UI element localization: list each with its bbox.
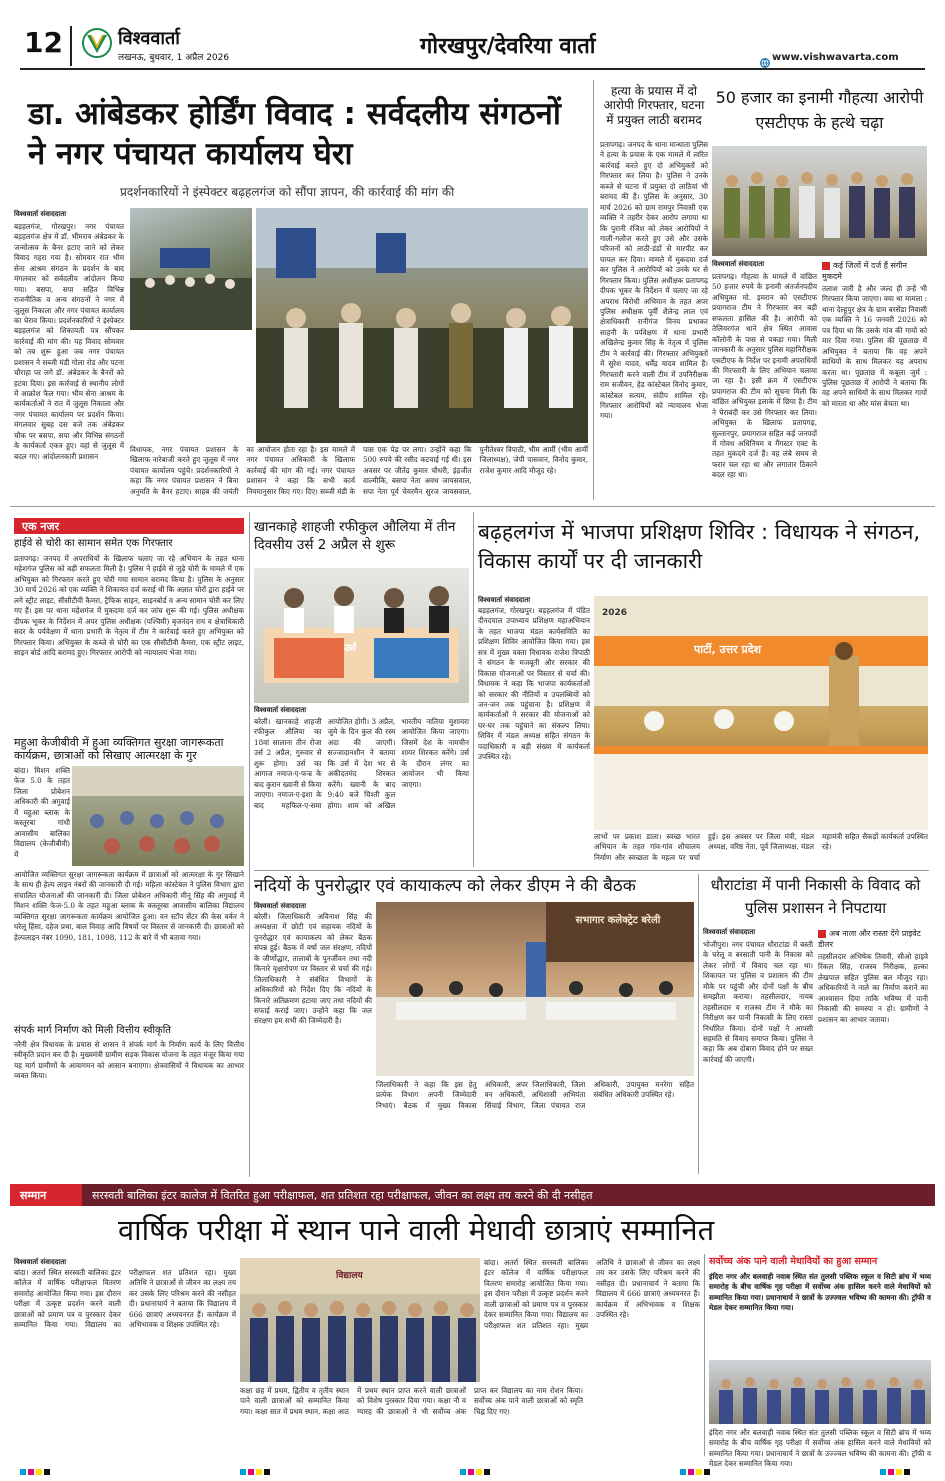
samman-strap bbox=[10, 1184, 935, 1206]
lead-protest-photo bbox=[130, 208, 252, 330]
dm-photo-banner: सभागार कलेक्ट्रेट बरेली bbox=[575, 915, 661, 926]
stf-headline: 50 हजार का इनामी गौहत्या आरोपी एसटीएफ के हत्थे चढ़ा bbox=[715, 88, 924, 132]
dm-headline: नदियों के पुनरोद्धार एवं कायाकल्प को लेकर डीएम ने की बैठक bbox=[254, 876, 636, 896]
dm-body: बरेली। जिलाधिकारी अविनाश सिंह की अध्यक्षता में छोटी एवं सहायक नदियों के पुनरोद्धार एवं कायाकल्प को लेकर बैठक संपन्न हुई। बैठक में वर्षा जल संरक्षण, नदियों के जीर्णोद्धार, तालाबों के पुनर्जीवन तथा नदी किनारे वृक्षारोपण पर विस्तार से चर्चा की गई। जिलाधिकारी ने संबंधित विभागों के अधिकारियों को निर्देश दिए कि नदियों के किनारे अतिक्रमण हटाया जाए तथा नदियों की सफाई कराई जाए। उन्होंने कहा कि जल संरक्षण हम सभी की जिम्मेदारी है। bbox=[254, 912, 372, 1026]
urs-headline: खानकाहे शाहजी रफीकुल औलिया में तीन दिवसीय उर्स 2 अप्रैल से शुरू bbox=[254, 519, 456, 554]
column-rule-3 bbox=[473, 512, 474, 867]
column-rule-5 bbox=[704, 1254, 705, 1456]
samman-side-body-2: इंदिरा नगर और बलवाही नवाब स्थित संत तुलसी पब्लिक स्कूल व सिटी ब्रांच में भव्य समारोह के बीच वार्षिक गृह परीक्षा में सर्वोच्च अंक हासिल करने वाले मेधावियों को सम्मानित किया गया। प्रधानाचार्य ने छात्रों के उज्ज्वल भविष्य की कामना की। ट्रॉफी व मेडल देकर सम्मानित किया गया। bbox=[709, 1428, 931, 1469]
dateline: लखनऊ, बुधवार, 1 अप्रैल 2026 bbox=[118, 53, 230, 63]
urs-body: बरेली। खानकाहे शाहजी रफीकुल औलिया का 18वां सालाना तीन रोजा उर्स 2 अप्रैल, गुरुवार से शुरू होगा। उर्स का आगाज नमाज-ए-फज्र के बाद कुरान ख्वानी से किया जाएगा। नमाज-ए-इशा के बाद महफिल-ए-समा आयोजित होगी। 3 अप्रैल, जुमे के दिन कुल की रस्म अदा की जाएगी। सज्जादानशीन ने बताया कि उर्स में देश भर से अकीदतमंद शिरकत करेंगे। ख्वानी के बाद 9:40 बजे चिश्ती कुल होगा। शाम को अखिल भारतीय नातिया मुशायरा आयोजित किया जाएगा। जिसमें देश के नामचीन शायर शिरकत करेंगे। उर्स के दौरान लंगर का आयोजन भी किया जाएगा। bbox=[254, 717, 469, 810]
bjp-reporter: विश्ववार्ता संवाददाता bbox=[478, 596, 531, 604]
urs-poster-banner: उर्स bbox=[344, 643, 357, 654]
samman-photo-banner: विद्यालय bbox=[336, 1271, 363, 1281]
dhaurtanda-body-2: तहसीलदार अभिषेक तिवारी, सीओ हाइवे रिंकल सिंह, राजस्व निरीक्षक, हल्का लेखपाल सहित पुलिस बल मौजूद रहा। अधिकारियों ने नाले का निर्माण कराने का आश्वासन दिया ताकि भविष्य में पानी निकासी की समस्या न हो। ग्रामीणों ने प्रशासन का आभार जताया। bbox=[818, 952, 928, 1024]
stf-body: प्रतापगढ़। गौहत्या के मामले में वांछित 50 हजार रुपये के इनामी अंतर्जनपदीय अभियुक्त मो. इमरान को एसटीएफ प्रयागराज टीम ने गिरफ्तार कर बड़ी सफलता हासिल की है। आरोपी को तेलियरगंज थाने क्षेत्र स्थित आवास कॉलोनी के पास से पकड़ा गया। मिली जानकारी के अनुसार पुलिस महानिरीक्षक एसटीएफ के निर्देश पर इनामी अपराधियों की गिरफ्तारी के लिए अभियान चलाया जा रहा है। इसी क्रम में एसटीएफ प्रयागराज की टीम को सूचना मिली कि वांछित अभियुक्त इलाके में छिपा है। टीम ने घेराबंदी कर उसे गिरफ्तार कर लिया। अभियुक्त के खिलाफ प्रतापगढ़, सुल्तानपुर, प्रयागराज सहित कई जनपदों में गोवध अधिनियम व गैंगस्टर एक्ट के तहत मुकदमे दर्ज हैं। वह लंबे समय से फरार चल रहा था और लगातार ठिकाने बदल रहा था। bbox=[712, 272, 817, 480]
bjp-training-camp-photo bbox=[594, 596, 928, 830]
ek-nazar-item2-headline: महुआ केजीबीवी में हुआ व्यक्तिगत सुरक्षा जागरूकता कार्यक्रम, छात्राओं को सिखाए आत्मरक्षा के गुर bbox=[14, 736, 224, 763]
kgbv-students-photo bbox=[72, 766, 244, 866]
dhaurtanda-reporter: विश्ववार्ता संवाददाता bbox=[703, 928, 756, 936]
dhaurtanda-headline: धौराटांडा में पानी निकासी के विवाद को पुलिस प्रशासन ने निपटाया bbox=[710, 876, 921, 917]
section-title: गोरखपुर/देवरिया वार्ता bbox=[420, 34, 596, 59]
page-number: 12 bbox=[24, 26, 63, 59]
stf-photo-caption bbox=[822, 260, 927, 282]
crime-body: प्रतापगढ़। जनपद के थाना मान्धाता पुलिस ने हत्या के प्रयास के एक मामले में त्वरित कार्रवाई करते हुए दो अभियुक्तों को गिरफ्तार कर लिया है। पुलिस ने उनके कब्जे से घटना में प्रयुक्त दो लाठियां भी बरामद की हैं। पुलिस के अनुसार, 30 मार्च 2026 को ग्राम रामपुर निवासी एक व्यक्ति ने तहरीर देकर आरोप लगाया था कि पुरानी रंजिश को लेकर आरोपियों ने गाली-गलौज करते हुए उसे और उसके परिजनों को लाठी-डंडों से मारपीट कर घायल कर दिया। मामले में मुकदमा दर्ज कर पुलिस ने आरोपियों को उनके घर से गिरफ्तार किया। पुलिस अधीक्षक प्रतापगढ़ दीपक भूकर के निर्देशन में चलाए जा रहे अपराध विरोधी अभियान के तहत अपर पुलिस अधीक्षक पूर्वी शैलेन्द्र लाल एवं क्षेत्राधिकारी रानीगंज विनय प्रभाकर साहनी के पर्यवेक्षण में थाना प्रभारी अखिलेन्द्र कुमार सिंह के नेतृत्व में पुलिस टीम ने कार्रवाई की। गिरफ्तार अभियुक्तों में सुरेश यादव, धर्मेंद्र यादव शामिल हैं। गिरफ्तारी करने वाली टीम में उपनिरीक्षक राम सजीवन, हेड कांस्टेबल विनोद कुमार, कांस्टेबल सत्यम, संदीप शामिल रहे। गिरफ्तार आरोपियों को न्यायालय भेजा गया। bbox=[600, 140, 708, 421]
samman-label: सम्मान bbox=[10, 1184, 82, 1206]
dm-reporter: विश्ववार्ता संवाददाता bbox=[254, 902, 307, 910]
samman-body-3-col: बांदा। अतर्रा स्थित सरस्वती बालिका इंटर कॉलेज में वार्षिक परीक्षाफल वितरण समारोह आयोजित किया गया। इस दौरान परीक्षा में उत्कृष्ट प्रदर्शन करने वाली छात्राओं को प्रमाण पत्र व पुरस्कार देकर सम्मानित किया गया। विद्यालय का परीक्षाफल शत प्रतिशत रहा। मुख्य अतिथि ने छात्राओं से जीवन का लक्ष्य तय कर उसके लिए परिश्रम करने की नसीहत दी। प्रधानाचार्य ने बताया कि विद्यालय में 666 छात्राएं अध्ययनरत हैं। कार्यक्रम में अभिभावक व शिक्षक उपस्थित रहे। bbox=[484, 1258, 700, 1330]
samman-body-2: कक्षा छह में प्रथम, द्वितीय व तृतीय स्थान पाने वाली छात्राओं को सम्मानित किया गया। कक्षा सात में प्रथम स्थान, कक्षा आठ में प्रथम स्थान प्राप्त करने वाली छात्राओं को विशेष पुरस्कार दिया गया। कक्षा नौ व ग्यारह की छात्राओं ने भी सर्वोच्च अंक प्राप्त कर विद्यालय का नाम रोशन किया। सर्वोच्च अंक पाने वाली छात्राओं को स्मृति चिह्न दिए गए। bbox=[240, 1386, 583, 1416]
ek-nazar-item2-body: आयोजित व्यक्तिगत सुरक्षा जागरूकता कार्यक्रम में छात्राओं को आत्मरक्षा के गुर सिखाने के साथ ही हेल्प लाइन नंबरों की जानकारी दी गई। महिला कांस्टेबल ने पुलिस विभाग द्वारा संचालित योजनाओं की जानकारी दी। जिला प्रोबेशन अधिकारी मीनू सिंह की अगुवाई में मिशन शक्ति फेज-5.0 के तहत महुआ ब्लाक के कस्तूरबा आवासीय बालिका विद्यालय व्यक्तिगत सुरक्षा जागरूकता कार्यक्रम आयोजित हुआ। वन स्टॉप सेंटर की केस वर्कर ने घरेलू हिंसा, दहेज प्रथा, बाल विवाह आदि विषयों पर विस्तार से जानकारी दी। छात्राओं को हेल्पलाइन नंबर 1090, 181, 1098, 112 के बारे में भी बताया गया। bbox=[14, 870, 244, 942]
column-rule-4 bbox=[698, 874, 699, 1174]
dm-meeting-photo bbox=[376, 902, 694, 1076]
bjp-headline: बढ़हलगंज में भाजपा प्रशिक्षण शिविर : विधायक ने संगठन, विकास कार्यों पर दी जानकारी bbox=[478, 520, 921, 573]
lead-officials-photo bbox=[256, 208, 588, 443]
samman-students-photo bbox=[240, 1258, 480, 1382]
masthead-divider bbox=[70, 26, 72, 66]
lead-headline: डा. आंबेडकर होर्डिंग विवाद : सर्वदलीय संगठनों ने नगर पंचायत कार्यालय घेरा bbox=[28, 96, 561, 172]
urs-poster-photo bbox=[254, 568, 469, 703]
registration-marks-bottom bbox=[0, 1462, 945, 1473]
dhaurtanda-body: भोजीपुरा। नगर पंचायत धौराटांडा में बस्ती के घरेलू व बरसाती पानी के निकास को लेकर लोगों में विवाद चल रहा था। शिकायत पर पुलिस व प्रशासन की टीम मौके पर पहुंची और दोनों पक्षों के बीच समझौता कराया। तहसीलदार, नायब तहसीलदार व राजस्व टीम ने मौके का निरीक्षण कर पानी निकासी के लिए रास्ता निर्धारित किया। दोनों पक्षों ने आपसी सहमति से विवाद समाप्त किया। पुलिस ने कहा कि अब दोबारा विवाद होने पर सख्त कार्रवाई की जाएगी। bbox=[703, 940, 813, 1064]
ek-nazar-item2-side: बांदा। मिशन शक्ति फेज 5.0 के तहत जिला प्रोबेशन अधिकारी की अगुवाई में महुआ ब्लाक के कस्तूरबा गांधी आवासीय बालिका विद्यालय (केजीबीवी) में bbox=[14, 766, 70, 859]
ek-nazar-label: एक नजर bbox=[14, 518, 244, 534]
lead-subheadline: प्रदर्शनकारियों ने इंस्पेक्टर बढ़हलगंज को सौंपा ज्ञापन, की कार्रवाई की मांग की bbox=[120, 185, 455, 199]
stf-reporter: विश्ववार्ता संवाददाता bbox=[712, 260, 765, 268]
kicker-marker-icon bbox=[818, 930, 826, 938]
bjp-photo-year: 2026 bbox=[602, 608, 628, 618]
stf-body-2: तलाश जारी है और जल्द ही उन्हें भी गिरफ्तार किया जाएगा। क्या था मामला : थाना देल्हूपुर क्षेत्र के ग्राम बरसेंडा निवासी एक व्यक्ति ने 16 जनवरी 2026 को पत्र दिया था कि उसके गांव की गायों को मार दिया गया। पुलिस की पूछताछ में अभियुक्त ने बताया कि वह अपने साथियों के साथ मिलकर यह अपराध करता था। पूछताछ में कबूला जुर्म : पुलिस पूछताछ में आरोपी ने बताया कि वह अपने साथियों के साथ मिलकर गायों को मारता था और मांस बेचता था। bbox=[822, 284, 927, 408]
masthead-rule bbox=[20, 68, 925, 70]
bjp-body: बड़हलगंज, गोरखपुर। बड़हलगंज में पंडित दीनदयाल उपाध्याय प्रशिक्षण महाअभियान के तहत भाजपा मंडल कार्यसमिति का प्रशिक्षण शिविर आयोजित किया गया। इस सत्र में मुख्य वक्ता विधायक राजेश त्रिपाठी ने संगठन के मजबूती और सरकार की विकास योजनाओं पर विस्तार से चर्चा की। विधायक ने कहा कि भाजपा कार्यकर्ताओं को सरकार की नीतियों व उपलब्धियों को जन-जन तक पहुंचाना है। प्रशिक्षण में कार्यकर्ताओं ने सरकार की योजनाओं को घर-घर तक पहुंचाने का संकल्प लिया। शिविर में मंडल अध्यक्ष सहित संगठन के पदाधिकारी व बड़ी संख्या में कार्यकर्ता उपस्थित रहे। bbox=[478, 606, 590, 762]
dm-body-2: जिलाधिकारी ने कहा कि इस हेतु प्रत्येक विभाग अपनी जिम्मेदारी निभाएं। बैठक में मुख्य विकास अधिकारी, अपर जिलाधिकारी, जिला वन अधिकारी, अधिशासी अभियंता सिंचाई विभाग, जिला पंचायत राज अधिकारी, उपायुक्त मनरेगा सहित संबंधित अधिकारी उपस्थित रहे। bbox=[376, 1080, 694, 1110]
paper-name: विश्ववार्ता bbox=[118, 28, 180, 49]
samman-headline: वार्षिक परीक्षा में स्थान पाने वाली मेधावी छात्राएं सम्मानित bbox=[118, 1213, 715, 1247]
column-rule bbox=[593, 80, 594, 500]
crime-headline: हत्या के प्रयास में दो आरोपी गिरफ्तार, घटना में प्रयुक्त लाठी बरामद bbox=[603, 84, 705, 127]
column-rule-2 bbox=[249, 512, 250, 1177]
samman-body: बांदा। अतर्रा स्थित सरस्वती बालिका इंटर कॉलेज में वार्षिक परीक्षाफल वितरण समारोह आयोजित किया गया। इस दौरान परीक्षा में उत्कृष्ट प्रदर्शन करने वाली छात्राओं को प्रमाण पत्र व पुरस्कार देकर सम्मानित किया गया। विद्यालय का परीक्षाफल शत प्रतिशत रहा। मुख्य अतिथि ने छात्राओं से जीवन का लक्ष्य तय कर उसके लिए परिश्रम करने की नसीहत दी। प्रधानाचार्य ने बताया कि विद्यालय में 666 छात्राएं अध्ययनरत हैं। कार्यक्रम में अभिभावक व शिक्षक उपस्थित रहे। bbox=[14, 1268, 236, 1330]
ek-nazar-item3-headline: संपर्क मार्ग निर्माण को मिली वित्तीय स्वीकृति bbox=[14, 1025, 172, 1036]
stf-caption-text: कई जिलों में दर्ज हैं संगीन मुकदमे bbox=[822, 261, 907, 281]
samman-reporter: विश्ववार्ता संवाददाता bbox=[14, 1258, 67, 1266]
section-rule-2 bbox=[254, 870, 929, 871]
masthead bbox=[0, 0, 945, 70]
caption-marker-icon bbox=[822, 262, 830, 270]
samman-strap-text: सरस्वती बालिका इंटर कालेज में वितरित हुआ परीक्षाफल, शत प्रतिशत रहा परीक्षाफल, जीवन का लक्ष्य तय करने की दी नसीहत bbox=[92, 1189, 593, 1202]
samman-side-headline: सर्वोच्च अंक पाने वाली मेधावियों का हुआ सम्मान bbox=[709, 1256, 878, 1267]
ek-nazar-item1-body: प्रतापगढ़। जनपद में अपराधियों के खिलाफ चलाए जा रहे अभियान के तहत थाना महेशगंज पुलिस को बड़ी सफलता मिली है। पुलिस ने हाईवे से जुड़े चोरी के मामले में एक अभियुक्त को गिरफ्तार करते हुए चोरी गया सामान बरामद किया है। पुलिस के अनुसार 30 मार्च 2026 को एक व्यक्ति ने शिकायत दर्ज कराई थी कि अज्ञात चोरों द्वारा हाईवे पर लगे स्ट्रीट लाइट, सीसीटीवी कैमरा, ट्रैफिक साइन, साइनबोर्ड व अन्य सामान चोरी कर लिए गए हैं। इस पर थाना महेशगंज में मुकदमा दर्ज कर जांच शुरू की गई। पुलिस अधीक्षक दीपक भूकर के निर्देशन में अपर पुलिस अधीक्षक (पश्चिमी) बृजनंदन राय व क्षेत्राधिकारी सदर के पर्यवेक्षण में थाना प्रभारी के नेतृत्व में टीम ने कार्रवाई करते हुए अभियुक्त को गिरफ्तार किया। अभियुक्त के कब्जे से चोरी का एक सीसीटीवी कैमरा, एक स्ट्रीट लाइट, साइन बोर्ड आदि बरामद हुए। गिरफ्तार आरोपी को न्यायालय भेजा गया। bbox=[14, 554, 244, 657]
lead-body-bottom: विधायक, नगर पंचायत प्रशासन के खिलाफ नारेबाजी करते हुए जुलूस में नगर पंचायत कार्यालय पहुंचे। प्रदर्शनकारियों ने कहा कि नगर पंचायत प्रशासन ने बिना अनुमति के बैनर हटाए। साहब की जयंती का आयोजन होता रहा है। इस मामले में नगर पंचायत अधिकारी के खिलाफ कार्रवाई की मांग की गई। नगर पंचायत प्रशासन ने कहा कि सभी कार्य नियमानुसार किए गए। दिए। सब्जी मंडी के पास एक पेड़ पर लगा। उन्होंने कहा कि 500 रुपये की रसीद कटवाई गई थी। इस अवसर पर जीतेंद्र कुमार चौधरी, इंद्रजीत वाल्मीकि, बसपा नेता अवध जायसवाल, सपा नेता पूर्व चेयरमैन सुरज जायसवाल, पुनीतेश्वर त्रिपाठी, भीम आर्मी (भीम आर्मी जिलाध्यक्ष), जेपी पासवान, विनोद कुमार, राजेश कुमार आदि मौजूद रहे। bbox=[130, 445, 588, 496]
lead-reporter: विश्ववार्ता संवाददाता bbox=[14, 210, 67, 218]
stf-arrest-photo bbox=[712, 146, 927, 256]
urs-reporter: विश्ववार्ता संवाददाता bbox=[254, 706, 307, 714]
samman-side-body: इंदिरा नगर और बलवाही नवाब स्थित संत तुलसी पब्लिक स्कूल व सिटी ब्रांच में भव्य समारोह के बीच वार्षिक गृह परीक्षा में सर्वोच्च अंक हासिल करने वाले मेधावियों को सम्मानित किया गया। प्रधानाचार्य ने छात्रों के उज्ज्वल भविष्य की कामना की। ट्रॉफी व मेडल देकर सम्मानित किया गया। bbox=[709, 1272, 931, 1313]
bjp-body-2: लाभों पर प्रकाश डाला। स्वच्छ भारत अभियान के तहत गांव-गांव शौचालय निर्माण और स्वच्छता के महत्व पर चर्चा हुई। इस अवसर पर जिला मंत्री, मंडल अध्यक्ष, वरिष्ठ नेता, पूर्व जिलाध्यक्ष, मंडल महामंत्री सहित सैकड़ों कार्यकर्ता उपस्थित रहे। bbox=[594, 832, 928, 862]
dhaurtanda-kicker-text: अब नाला और रास्ता देंगे प्राइवेट डीलर bbox=[818, 929, 921, 949]
bjp-photo-banner: पार्टी, उत्तर प्रदेश bbox=[694, 643, 762, 656]
vishwavarta-logo-icon bbox=[82, 28, 112, 58]
section-rule-1 bbox=[10, 506, 935, 507]
globe-icon bbox=[760, 53, 770, 63]
lead-body-left: बड़हलगंज, गोरखपुर। नगर पंचायत बड़हलगंज क्षेत्र में डॉ. भीमराव अंबेडकर के जन्मोत्सव के बैनर हटाए जाने को लेकर विवाद गहरा गया है। सोमवार रात भीम सेना आश्रम संगठन के प्रदर्शन के बाद मंगलवार को सर्वदलीय आंदोलन किया गया। बसपा, सपा सहित विभिन्न राजनीतिक व अन्य संगठनों ने नगर में जुलूस निकाला और नगर पंचायत कार्यालय का घेराव किया। प्रदर्शनकारियों ने इंस्पेक्टर बड़हलगंज को शिकायती पत्र सौंपकर कार्रवाई की मांग की। यह विवाद सोमवार को तब शुरू हुआ जब नगर पंचायत प्रशासन ने सब्जी मंडी गोला रोड और पटना चौराहा पर लगे डॉ. अंबेडकर के बैनरों को हटवा दिया। इस कार्रवाई से स्थानीय लोगों में आक्रोश फैल गया। भीम सेना आश्रम के कार्यकर्ताओं ने रात में जुलूस निकाला और नगर पंचायत कार्यालय पर प्रदर्शन किया। मंगलवार सुबह दस बजे तक अंबेडकर चौक पर बसपा, सपा और विभिन्न संगठनों के कार्यकर्ता एकत्र हुए। वहां से जुलूस में बदल गए। आंदोलनकारी प्रशासन bbox=[14, 222, 124, 461]
website-link[interactable]: www.vishwavarta.com bbox=[772, 52, 899, 63]
dhaurtanda-kicker bbox=[818, 928, 928, 950]
ek-nazar-item3-body: नरैनी क्षेत्र विधायक के प्रयास से शासन ने संपर्क मार्ग के निर्माण कार्य के लिए वित्तीय स्वीकृति प्रदान कर दी है। मुख्यमंत्री ग्रामीण सड़क विकास योजना के तहत मंजूर किया गया यह मार्ग ग्रामीणों के आवागमन को आसान बनाएगा। क्षेत्रवासियों ने विधायक का आभार व्यक्त किया। bbox=[14, 1040, 244, 1081]
samman-side-photo bbox=[709, 1360, 931, 1424]
ek-nazar-item1-headline: हाईवे से चोरी का सामान समेत एक गिरफ्तार bbox=[14, 538, 173, 549]
